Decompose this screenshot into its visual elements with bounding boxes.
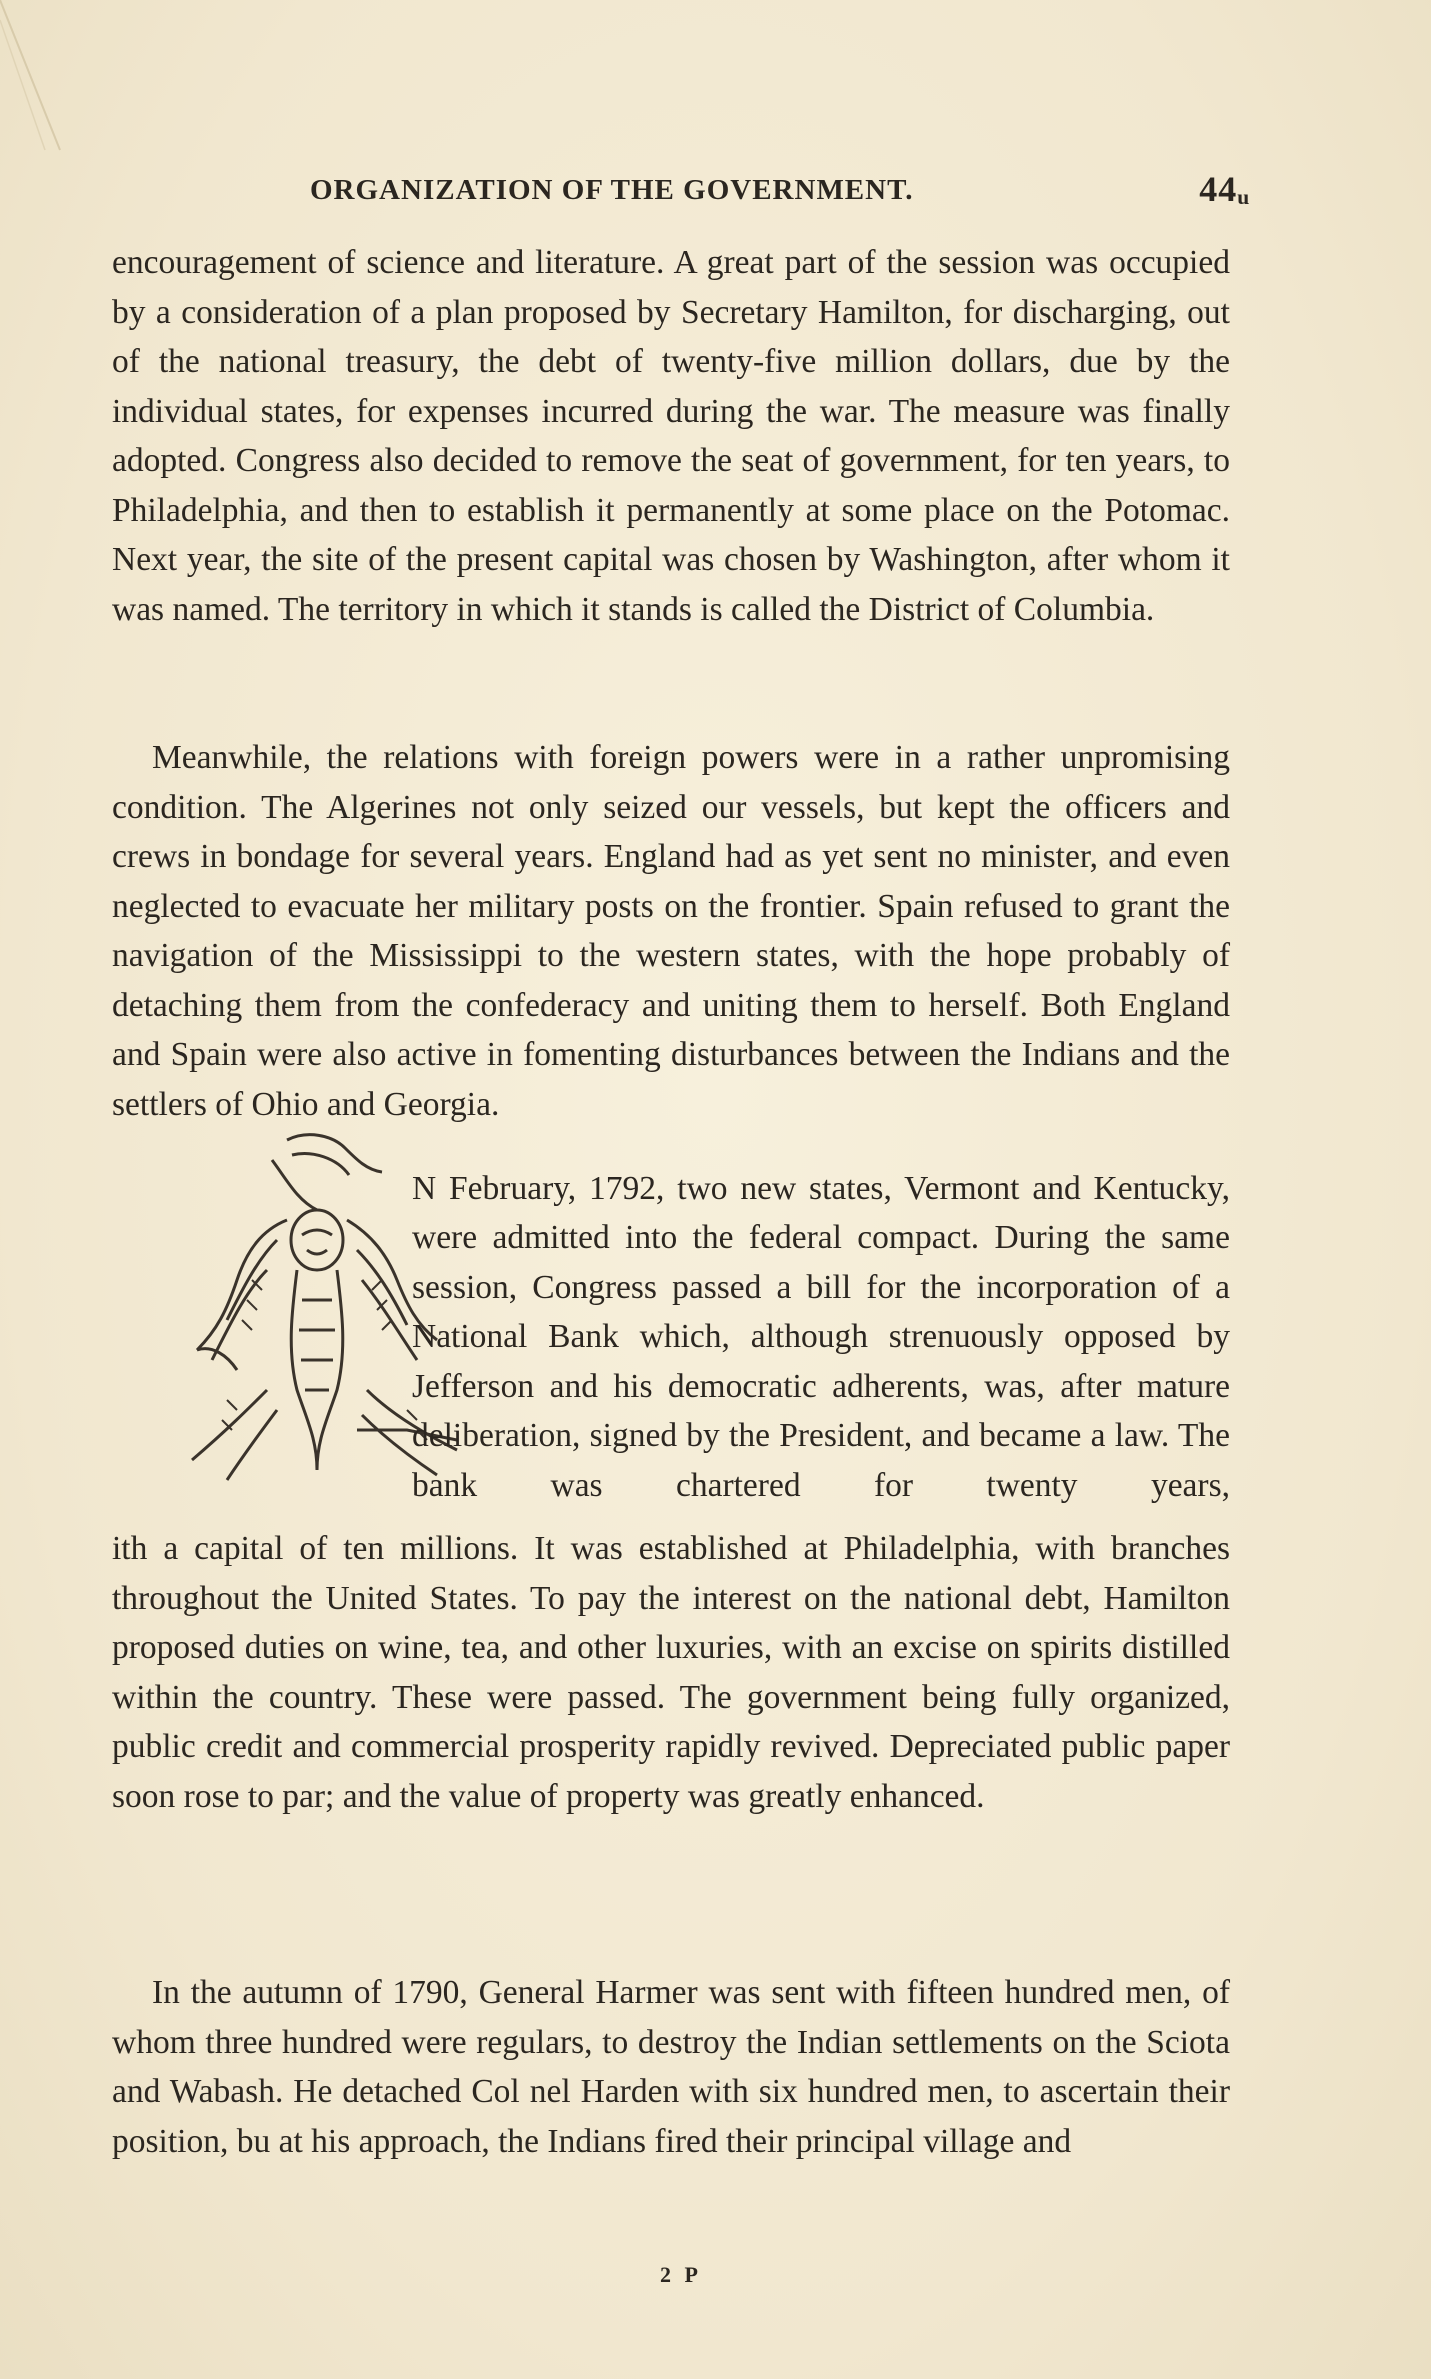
paragraph-2-text: Meanwhile, the relations with foreign powers were in a rather unpromising condition. The Algerines not only seized our vessels, but kept the officers and crews in bondage for several years. England had as yet sent no minister, and even neglected to evacuate her military posts on the frontier. Spain refused to grant the navigation of the Mississippi to the western states, with the hope probably of detaching them from the confederacy and uniting them to herself. Both England and Spain were also active in fomenting disturbances between the Indians and the settlers of Ohio and Georgia. (112, 739, 1230, 1123)
running-head (310, 168, 1250, 218)
signature-mark: 2 P (660, 2262, 702, 2287)
running-head-title: ORGANIZATION OF THE GOVERNMENT. (310, 174, 914, 206)
paragraph-2 (112, 733, 1230, 1129)
paragraph-3-continuation (112, 1524, 1230, 1821)
page-fold-mark (0, 0, 180, 180)
paragraph-3-rest-text: ith a capital of ten millions. It was established at Philadelphia, with branches throughout the United States. To pay the interest on the national debt, Hamilton proposed duties on wine, tea, and other luxuries, with an excise on spirits distilled within the country. These were passed. The government being fully organized, public credit and commercial prosperity rapidly revived. Depreciated public paper soon rose to par; and the value of property was greatly enhanced. (112, 1530, 1230, 1815)
paragraph-1-text: encouragement of science and literature. A great part of the session was occupied by a consideration of a plan proposed by Secretary Hamilton, for discharging, out of the national treasury, the debt of twenty-five million dollars, due by the individual states, for expenses incurred during the war. The measure was finally adopted. Congress also decided to remove the seat of government, for ten years, to Philadelphia, and then to establish it permanently at some place on the Potomac. Next year, the site of the present capital was chosen by Washington, after whom it was named. The territory in which it stands is called the District of Columbia. (112, 244, 1230, 628)
paragraph-3-first-part: N February, 1792, two new states, Vermont and Kentucky, were admitted into the federal compact. During the same session, Congress passed a bill for the incorporation of a National Bank which, although strenuously opposed by Jefferson and his democratic adherents, was, after mature deliberation, signed by the President, and became a law. The bank was chartered for twenty years, (412, 1169, 1230, 1504)
paragraph-4 (112, 1968, 1230, 2166)
page-number: 44ᵤ (1199, 169, 1250, 209)
drop-initial-lines (412, 1130, 1230, 1544)
paragraph-1 (112, 238, 1230, 634)
paragraph-4-text: In the autumn of 1790, General Harmer was sent with fifteen hundred men, of whom three hundred were regulars, to destroy the Indian settlements on the Sciota and Wabash. He detached Col nel Harden with six hundred men, to ascertain their position, bu at his approach, the Indians fired their principal village and (112, 1974, 1230, 2160)
